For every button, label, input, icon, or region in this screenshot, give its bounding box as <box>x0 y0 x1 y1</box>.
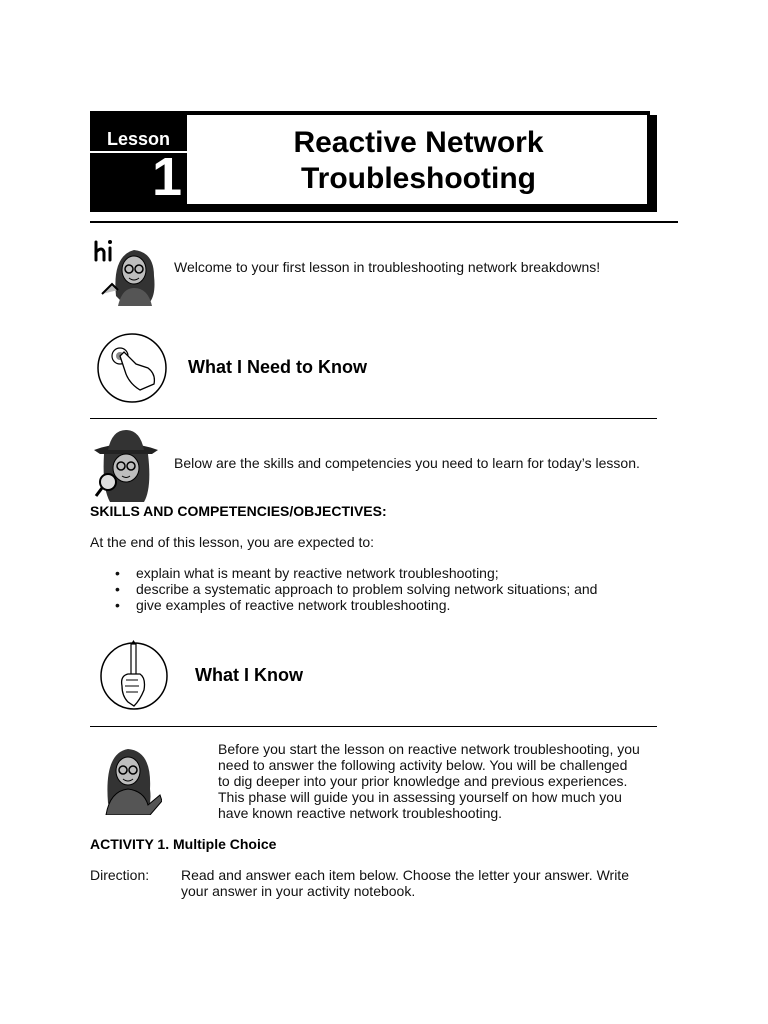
objectives-list <box>90 565 690 613</box>
what-i-know-heading: What I Know <box>195 665 303 685</box>
objective-item: • describe a systematic approach to problem solving network situations; and <box>90 581 690 597</box>
greeting-text: Welcome to your first lesson in troubleshooting network breakdowns! <box>174 259 601 275</box>
finger-tap-icon <box>96 332 168 404</box>
objective-item: • explain what is meant by reactive network troubleshooting; <box>90 565 690 581</box>
what-i-know-intro-line: Before you start the lesson on reactive network troubleshooting, you <box>218 741 640 757</box>
lesson-title-line1: Reactive Network <box>293 126 544 159</box>
direction-label: Direction: <box>90 867 150 883</box>
title-frame-shadow-bottom <box>90 208 657 212</box>
lesson-header <box>90 111 657 212</box>
direction-line: Read and answer each item below. Choose the letter your answer. Write <box>181 867 629 883</box>
direction-line: your answer in your activity notebook. <box>181 883 416 899</box>
lesson-title <box>187 125 650 197</box>
direction-text <box>181 867 678 899</box>
what-i-know-intro <box>218 741 677 821</box>
section-divider <box>90 726 657 727</box>
presenting-teacher-avatar-icon <box>98 743 162 815</box>
title-frame-shadow <box>650 115 657 212</box>
lesson-title-line2: Troubleshooting <box>301 162 536 195</box>
what-i-know-intro-line: have known reactive network troubleshooting. <box>218 805 503 821</box>
lesson-number: 1 <box>151 147 182 207</box>
skills-intro-text: Below are the skills and competencies you need to learn for today’s lesson. <box>174 455 640 471</box>
objectives-lead: At the end of this lesson, you are expected to: <box>90 534 375 550</box>
what-i-know-intro-line: to dig deeper into your prior knowledge and previous experiences. <box>218 773 628 789</box>
section-divider <box>90 418 657 419</box>
detective-magnifier-avatar-icon <box>92 428 160 504</box>
header-underline <box>90 221 678 223</box>
what-i-know-intro-line: This phase will guide you in assessing yourself on how much you <box>218 789 622 805</box>
hand-holding-pencil-icon <box>100 640 168 712</box>
waving-teacher-avatar-icon <box>92 236 160 306</box>
what-i-know-intro-line: need to answer the following activity below. You will be challenged <box>218 757 628 773</box>
objective-item: • give examples of reactive network troubleshooting. <box>90 597 690 613</box>
lesson-label: Lesson <box>106 129 171 149</box>
activity-heading: ACTIVITY 1. Multiple Choice <box>90 836 277 852</box>
what-i-need-to-know-heading: What I Need to Know <box>188 357 367 377</box>
objectives-heading: SKILLS AND COMPETENCIES/OBJECTIVES: <box>90 503 387 519</box>
